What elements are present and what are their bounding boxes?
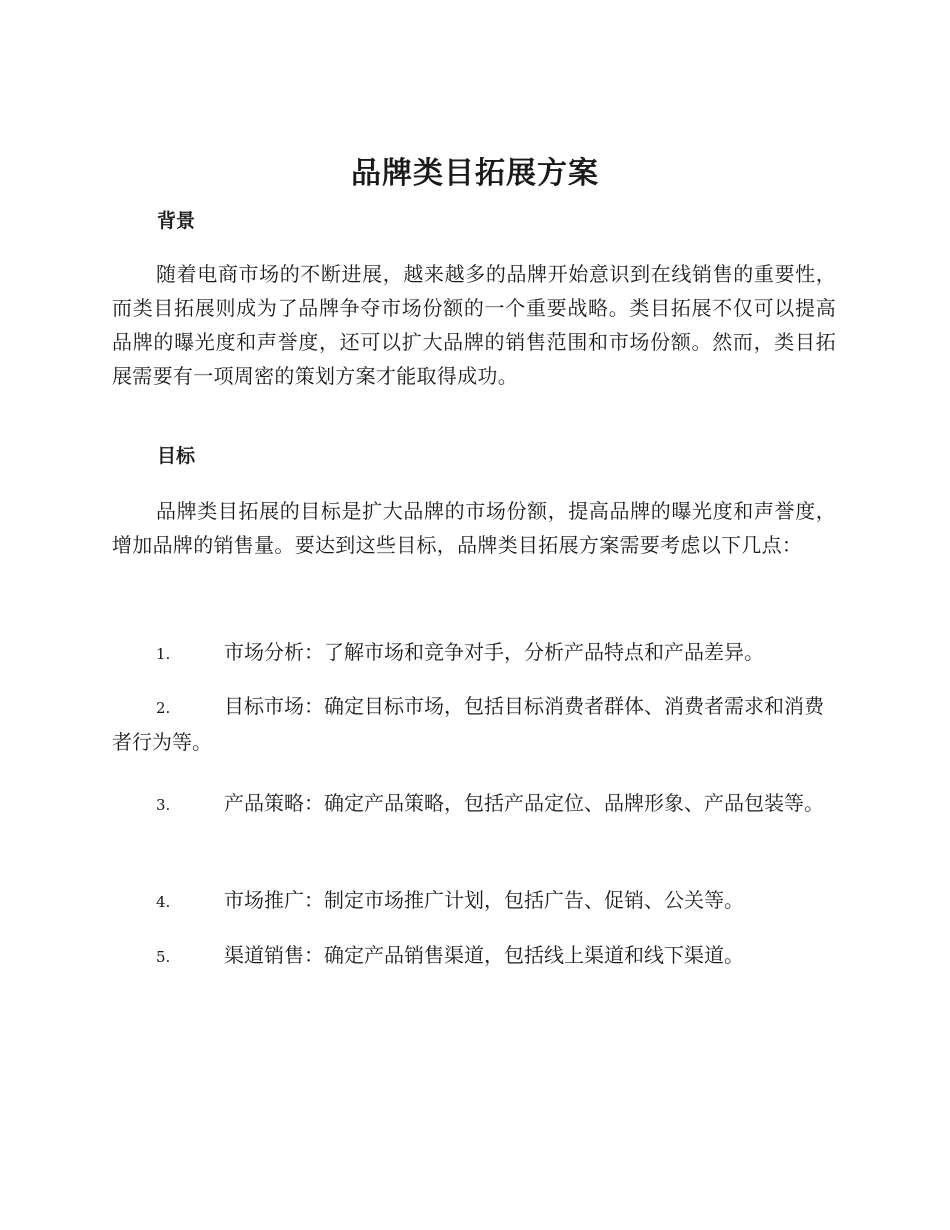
list-item-text: 市场推广：制定市场推广计划，包括广告、促销、公关等。 [224,888,744,912]
list-item [112,883,836,919]
list-item-text: 产品策略：确定产品策略，包括产品定位、品牌形象、产品包装等。 [224,791,824,815]
list-item [112,689,836,759]
list-item-text: 渠道销售：确定产品销售渠道，包括线上渠道和线下渠道。 [224,943,744,967]
list-item [112,938,836,974]
background-paragraph: 随着电商市场的不断进展，越来越多的品牌开始意识到在线销售的重要性，而类目拓展则成为了品牌争夺市场份额的一个重要战略。类目拓展不仅可以提高品牌的曝光度和声誉度，还可以扩大品牌的销售范围和市场份额。然而，类目拓展需要有一项周密的策划方案才能取得成功。 [112,262,836,388]
goals-paragraph: 品牌类目拓展的目标是扩大品牌的市场份额，提高品牌的曝光度和声誉度，增加品牌的销售量。要达到这些目标，品牌类目拓展方案需要考虑以下几点： [112,499,836,557]
list-item [112,786,836,822]
list-item-text: 目标市场：确定目标市场，包括目标消费者群体、消费者需求和消费者行为等。 [112,694,824,754]
list-item-number: 5. [156,948,171,966]
section-heading-goals: 目标 [157,445,196,467]
list-item-number: 4. [156,893,171,911]
list-item [112,635,836,671]
section-heading-background: 背景 [157,210,196,232]
list-item-text: 市场分析：了解市场和竞争对手，分析产品特点和产品差异。 [224,640,764,664]
list-item-number: 2. [156,699,171,717]
list-item-number: 3. [156,796,171,814]
document-title: 品牌类目拓展方案 [351,156,599,191]
list-item-number: 1. [156,645,171,663]
